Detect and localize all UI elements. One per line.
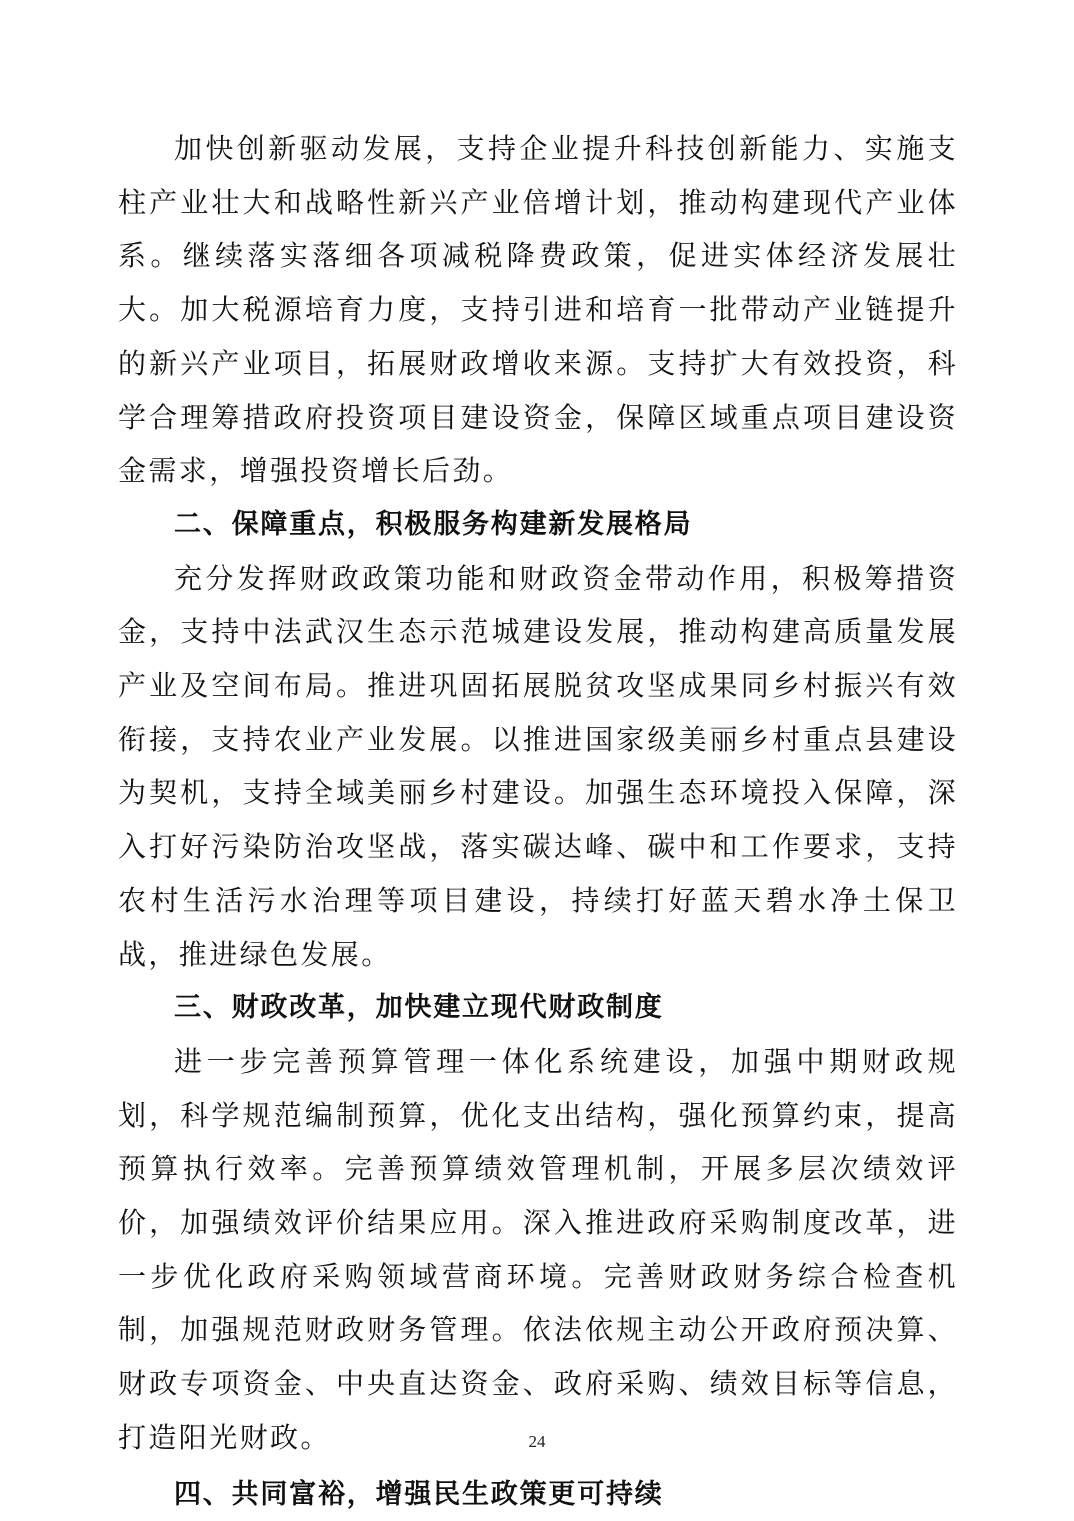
document-body xyxy=(118,122,958,1521)
section-heading-3: 三、财政改革，加快建立现代财政制度 xyxy=(174,992,664,1024)
section-heading-2: 二、保障重点，积极服务构建新发展格局 xyxy=(174,508,693,540)
paragraph-fiscal-reform: 进一步完善预算管理一体化系统建设，加强中期财政规划，科学规范编制预算，优化支出结构，强化预算约束，提高预算执行效率。完善预算绩效管理机制，开展多层次绩效评价，加强绩效评价结果应用。深入推进政府采购制度改革，进一步优化政府采购领域营商环境。完善财政财务综合检查机制，加强规范财政财务管理。依法依规主动公开政府预决算、财政专项资金、中央直达资金、政府采购、绩效目标等信息，打造阳光财政。 xyxy=(118,1044,958,1454)
paragraph-key-priorities: 充分发挥财政政策功能和财政资金带动作用，积极筹措资金，支持中法武汉生态示范城建设发展，推动构建高质量发展产业及空间布局。推进巩固拓展脱贫攻坚成果同乡村振兴有效衔接，支持农业产业发展。以推进国家级美丽乡村重点县建设为契机，支持全域美丽乡村建设。加强生态环境投入保障，深入打好污染防治攻坚战，落实碳达峰、碳中和工作要求，支持农村生活污水治理等项目建设，持续打好蓝天碧水净土保卫战，推进绿色发展。 xyxy=(118,561,958,971)
page-number: 24 xyxy=(528,1432,546,1451)
paragraph-innovation: 加快创新驱动发展，支持企业提升科技创新能力、实施支柱产业壮大和战略性新兴产业倍增计划，推动构建现代产业体系。继续落实落细各项减税降费政策，促进实体经济发展壮大。加大税源培育力度，支持引进和培育一批带动产业链提升的新兴产业项目，拓展财政增收来源。支持扩大有效投资，科学合理筹措政府投资项目建设资金，保障区域重点项目建设资金需求，增强投资增长后劲。 xyxy=(118,132,958,488)
section-heading-4: 四、共同富裕，增强民生政策更可持续 xyxy=(174,1478,664,1510)
